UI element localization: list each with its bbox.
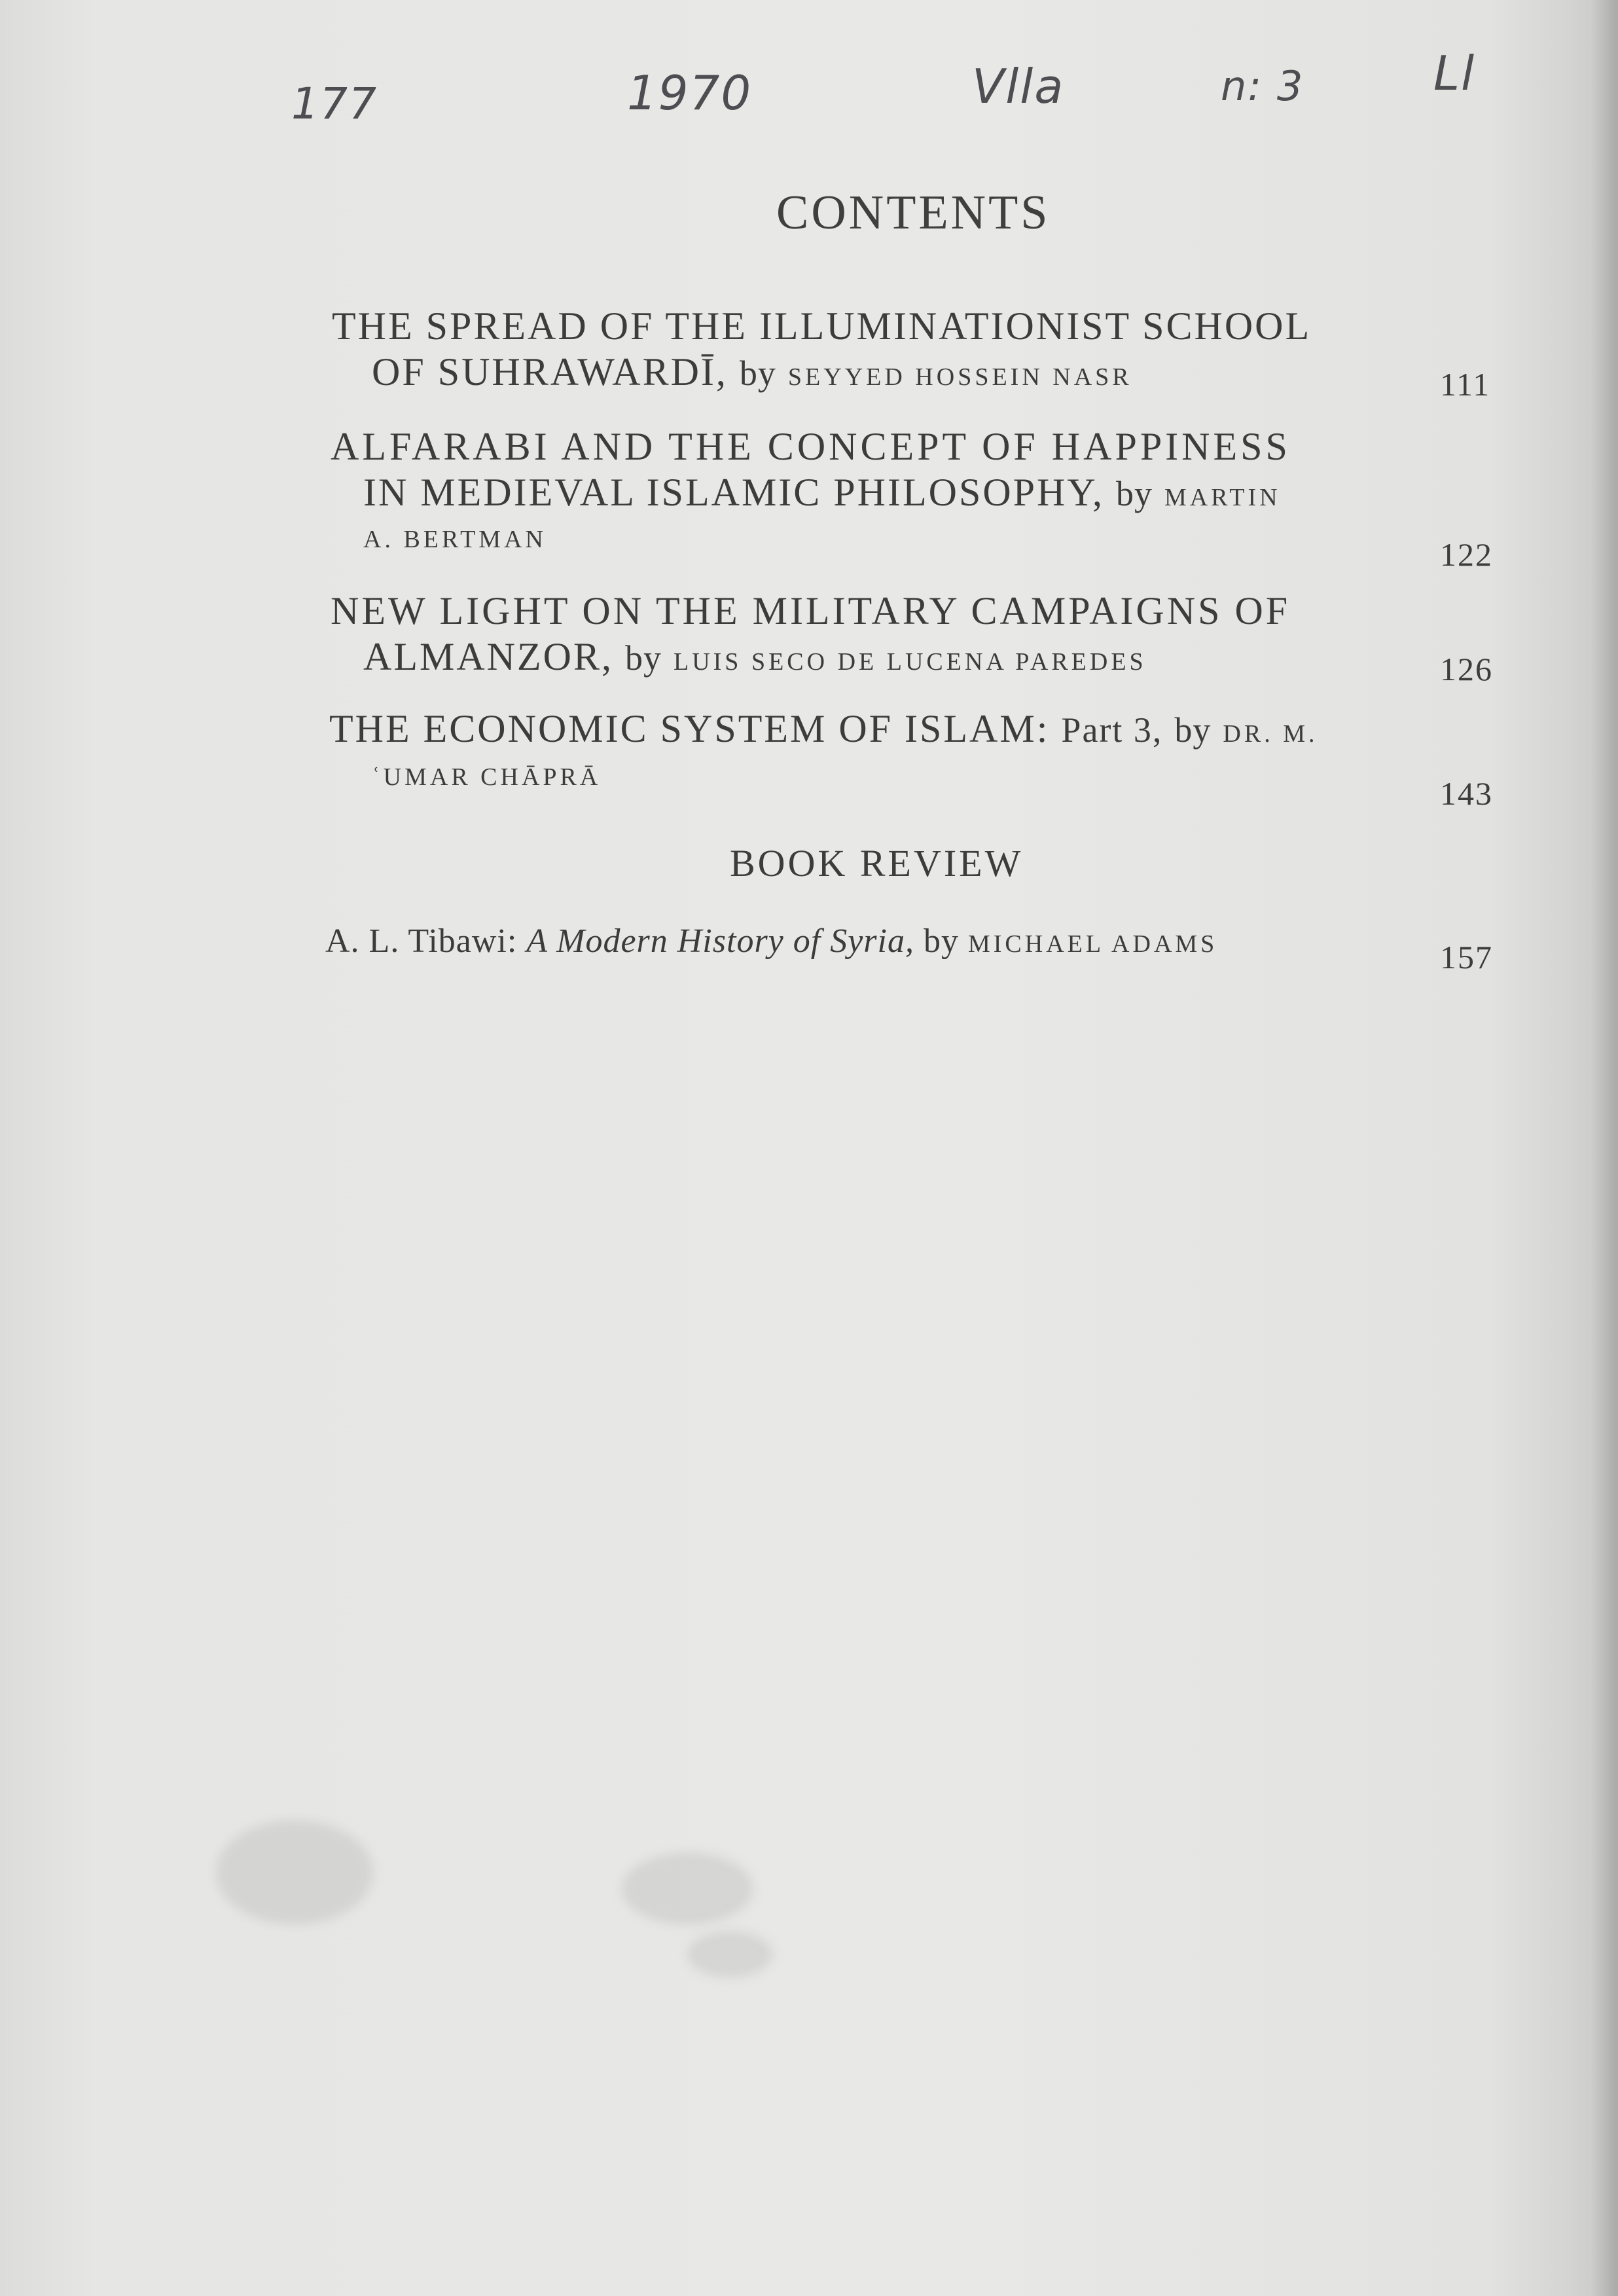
reviewer-name: MICHAEL ADAMS [967, 930, 1218, 958]
review-page-number: 157 [1440, 939, 1493, 975]
by-word: by [923, 922, 959, 960]
handwritten-note: Ll [1433, 46, 1476, 101]
by-word: by [625, 638, 662, 678]
entry-page-number: 143 [1440, 775, 1493, 812]
entry-title-line [363, 637, 1147, 676]
handwritten-note: 177 [291, 79, 378, 129]
entry-title-line [329, 709, 1318, 748]
entry-author: A. BERTMAN [363, 526, 547, 553]
entry-title-line: THE SPREAD OF THE ILLUMINATIONIST SCHOOL [332, 304, 1312, 348]
by-word: by [1115, 474, 1153, 513]
handwritten-note: n: 3 [1221, 62, 1304, 110]
entry-title-line [363, 473, 1281, 512]
page-smudge [216, 1820, 373, 1925]
entry-title-line [372, 352, 1132, 392]
by-word: by [1174, 710, 1212, 750]
review-work-title: A Modern History of Syria, [526, 922, 914, 960]
entry-page-number: 126 [1440, 651, 1493, 687]
entry-title-text: OF SUHRAWARDĪ, [372, 350, 728, 393]
page-smudge [622, 1853, 753, 1925]
by-word: by [739, 354, 776, 393]
entry-title-text: IN MEDIEVAL ISLAMIC PHILOSOPHY, [363, 471, 1104, 514]
section-heading: BOOK REVIEW [730, 842, 1024, 884]
entry-title-text: ALMANZOR, [363, 635, 613, 678]
page-smudge [687, 1931, 772, 1977]
entry-author: MARTIN [1164, 484, 1281, 511]
entry-title-text: THE ECONOMIC SYSTEM OF ISLAM: [329, 707, 1050, 750]
handwritten-note: 1970 [627, 65, 753, 120]
entry-author: DR. M. [1223, 720, 1318, 748]
page-edge-shadow [1592, 0, 1618, 2296]
entry-page-number: 111 [1440, 366, 1491, 403]
review-entry [325, 922, 1217, 960]
handwritten-note: Vlla [972, 59, 1065, 114]
entry-author: LUIS SECO DE LUCENA PAREDES [674, 648, 1147, 676]
review-author: A. L. Tibawi: [325, 922, 518, 960]
entry-title-line: NEW LIGHT ON THE MILITARY CAMPAIGNS OF [331, 589, 1291, 632]
entry-title-line: ALFARABI AND THE CONCEPT OF HAPPINESS [331, 425, 1291, 468]
entry-author: SEYYED HOSSEIN NASR [787, 363, 1132, 391]
entry-author: ʿUMAR CHĀPRĀ [372, 763, 602, 791]
page-title: CONTENTS [776, 186, 1051, 240]
entry-title-tail: Part 3, [1061, 710, 1163, 750]
entry-page-number: 122 [1440, 536, 1493, 573]
